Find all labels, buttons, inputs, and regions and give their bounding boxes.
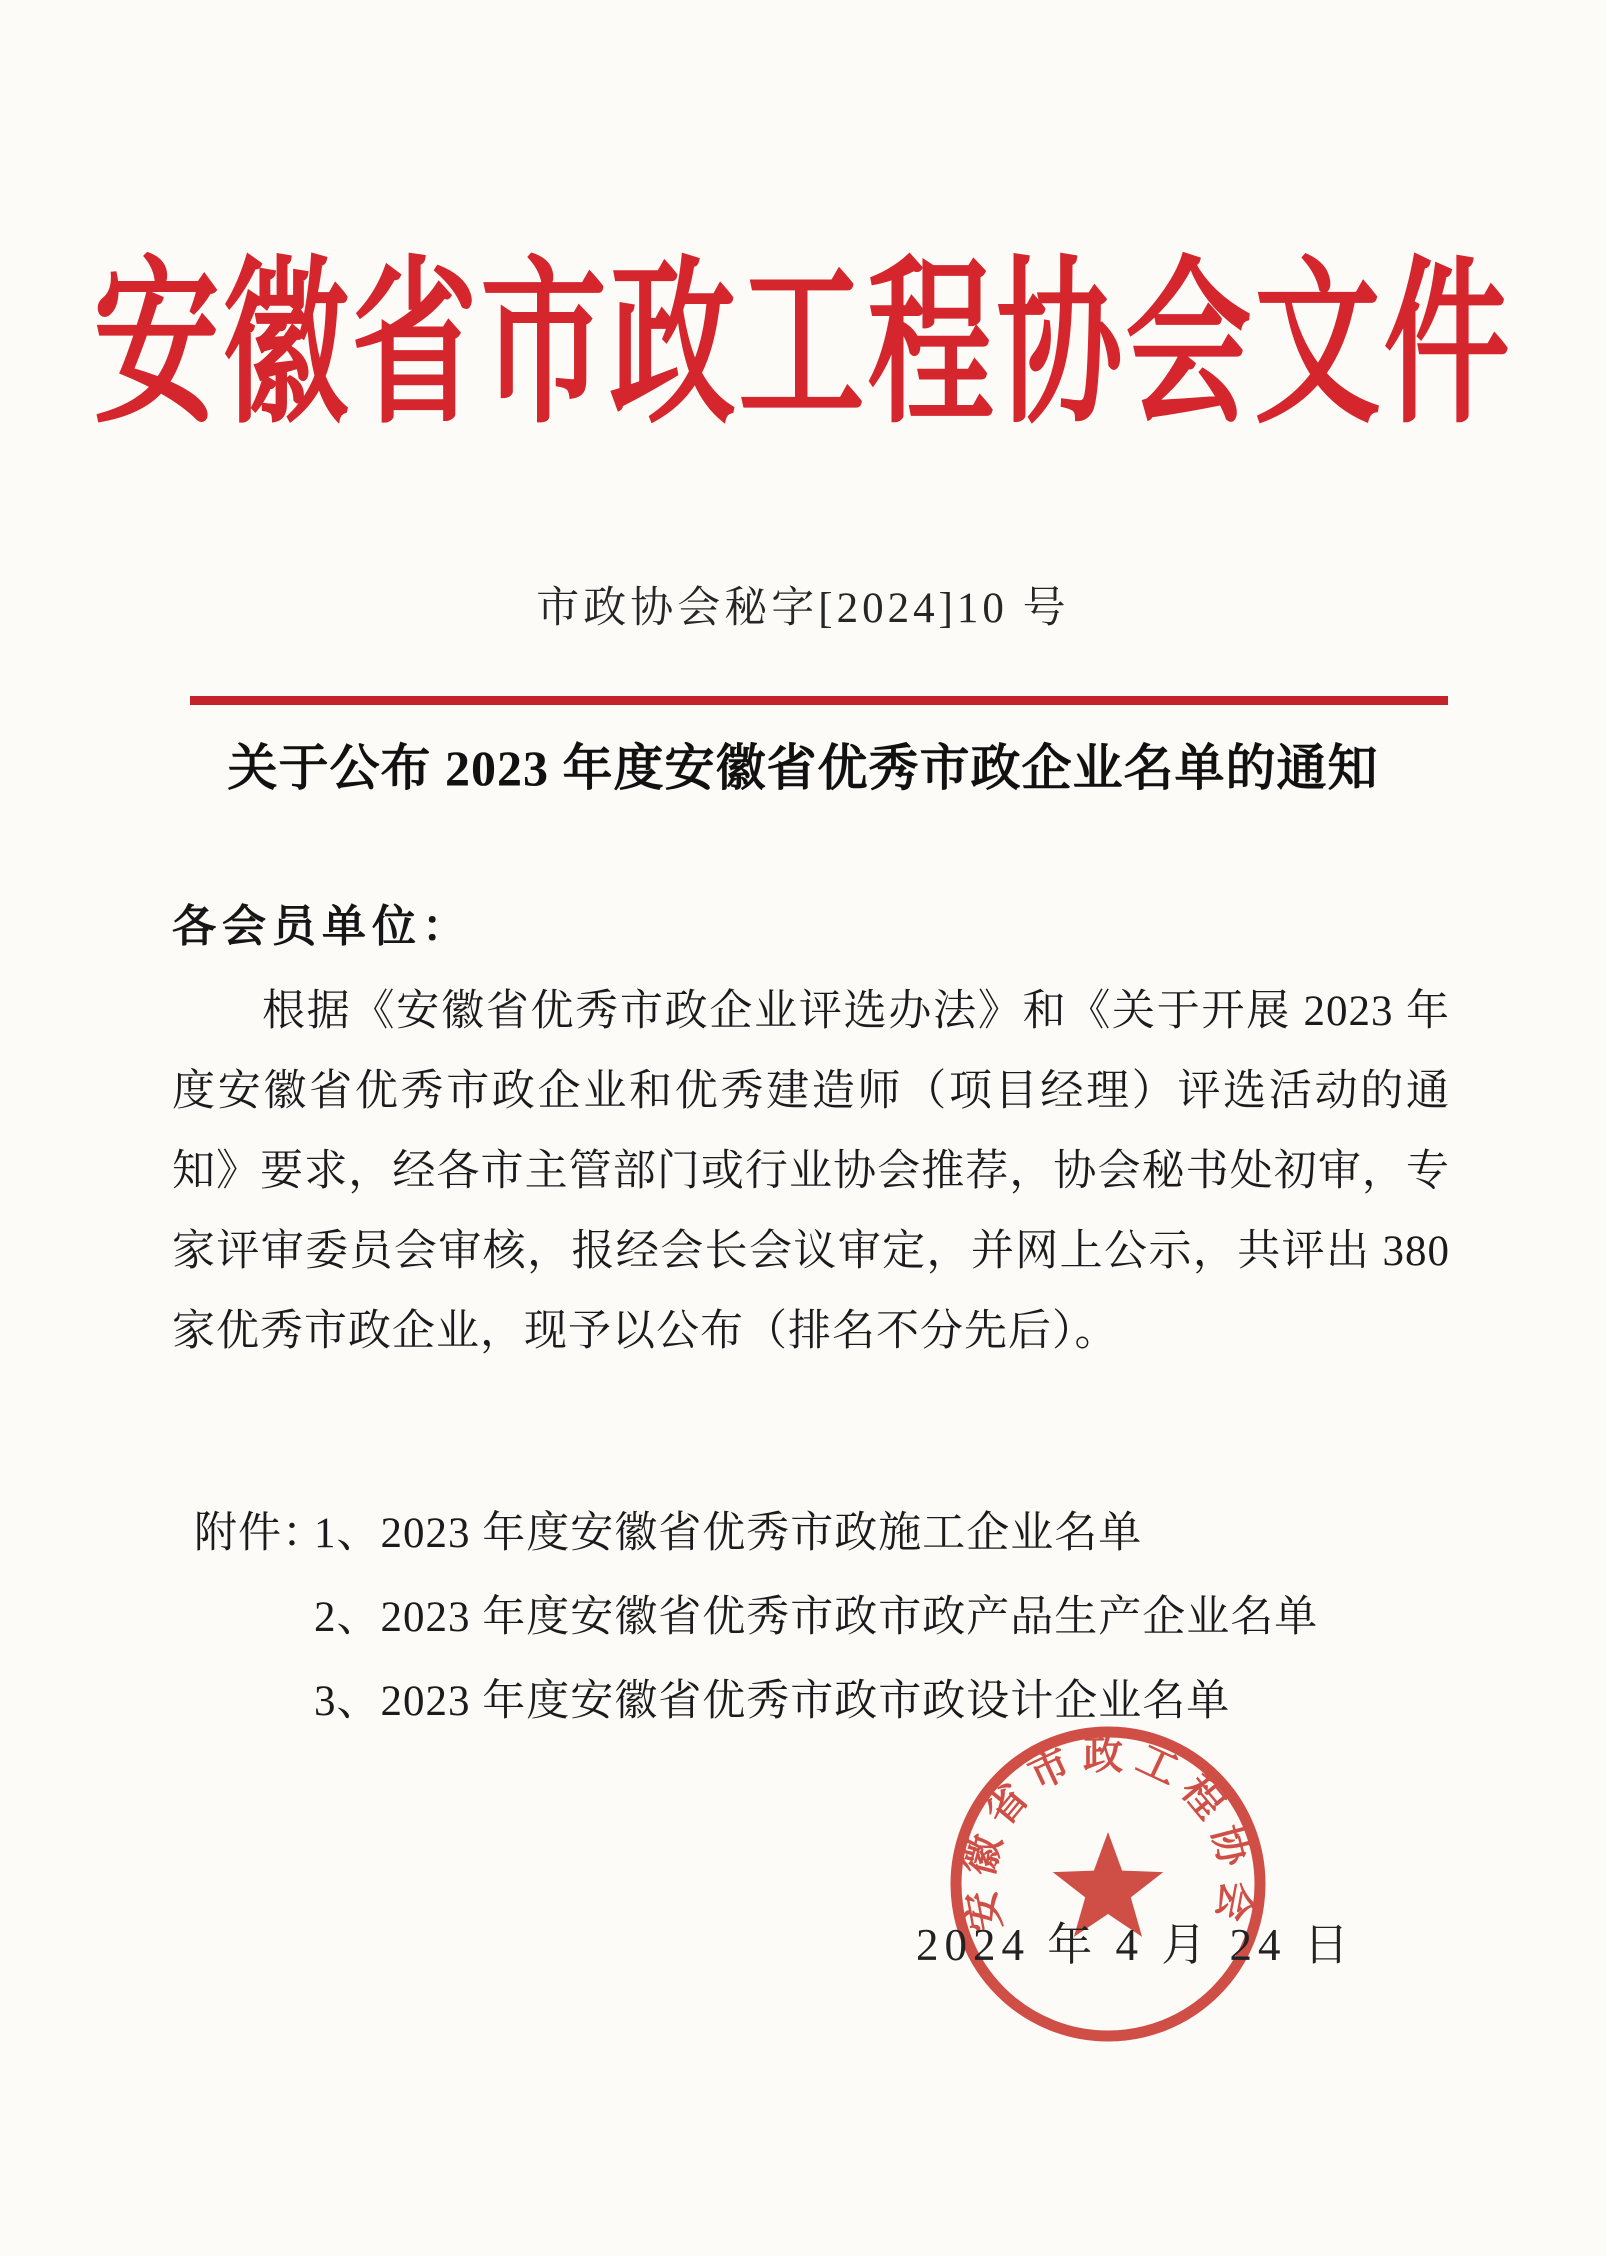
attachment-item: 2、2023 年度安徽省优秀市政市政产品生产企业名单 [314,1594,1319,1641]
indent-spacer [194,1576,314,1660]
doc-number: 市政协会秘字[2024]10 号 [536,585,1070,632]
seal-arc-text: 安徽省市政工程协会 [955,1732,1261,1935]
doc-date: 2024 年 4 月 24 日 [916,1920,1355,1970]
indent-spacer [194,1660,314,1744]
salutation: 各会员单位： [172,902,472,951]
attachment-item: 3、2023 年度安徽省优秀市政市政设计企业名单 [314,1678,1231,1725]
body-paragraph: 根据《安徽省优秀市政企业评选办法》和《关于开展 2023 年度安徽省优秀市政企业和优秀建造师（项目经理）评选活动的通知》要求，经各市主管部门或行业协会推荐，协会秘书处初审，专家评审委员会审核，报经会长会议审定，并网上公示，共评出 380 家优秀市政企业，现予以公布（排名不分先后）。 [172,988,1450,1355]
attachment-row [194,1492,1318,1576]
attachments-section [194,1492,1318,1744]
attachment-item: 1、2023 年度安徽省优秀市政施工企业名单 [314,1510,1143,1557]
official-seal [942,1718,1274,2050]
attachments-label: 附件： [194,1510,326,1557]
red-divider-rule [190,696,1448,705]
attachment-row [194,1576,1318,1660]
notice-title: 关于公布 2023 年度安徽省优秀市政企业名单的通知 [227,740,1379,796]
org-title: 安徽省市政工程协会文件 [93,248,1513,446]
letterhead [0,248,1606,446]
